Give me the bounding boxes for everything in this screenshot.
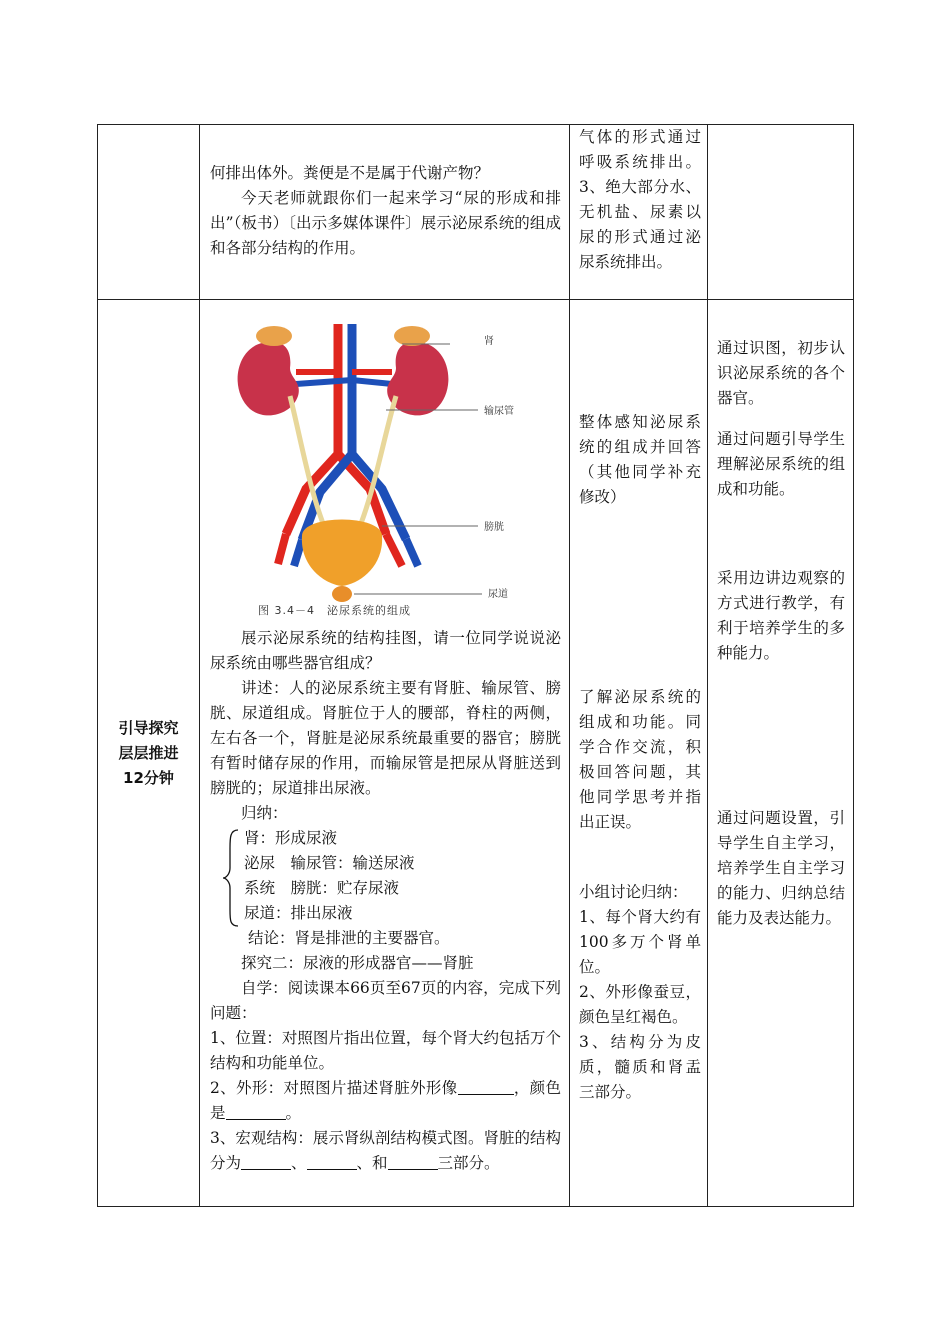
design-intent-cell-empty bbox=[708, 125, 854, 300]
summary-bladder: 膀胱：贮存尿液 bbox=[290, 879, 400, 897]
design-intent-cell bbox=[708, 300, 854, 1207]
summary-title: 归纳： bbox=[241, 804, 288, 822]
summary-ureter: 输尿管：输送尿液 bbox=[290, 854, 415, 872]
summary-conclusion: 结论：肾是排泄的主要器官。 bbox=[248, 929, 450, 947]
urinary-system-figure bbox=[206, 304, 556, 622]
student-activity-text: 气体的形式通过呼吸系统排出。3、绝大部分水、无机盐、尿素以尿的形式通过泌尿系统排出。 bbox=[579, 128, 701, 271]
student-activity-cell bbox=[570, 300, 708, 1207]
label-ureter: 输尿管 bbox=[484, 406, 514, 417]
question-2 bbox=[210, 1076, 561, 1126]
question-1: 1、位置：对照图片指出位置，每个肾大约包括万个结构和功能单位。 bbox=[210, 1029, 561, 1072]
urinary-system-diagram bbox=[206, 304, 556, 622]
summary-urethra: 尿道：排出尿液 bbox=[244, 904, 353, 922]
question-3 bbox=[210, 1126, 561, 1176]
summary-prefix-2: 系统 bbox=[244, 879, 276, 897]
stage-line-1: 引导探究 bbox=[118, 718, 179, 737]
label-urethra: 尿道 bbox=[488, 589, 508, 600]
design-intent-4: 通过问题设置，引导学生自主学习，培养学生自主学习的能力、归纳总结能力及表达能力。 bbox=[717, 809, 845, 927]
label-kidney: 肾 bbox=[484, 336, 494, 347]
student-discussion-1: 1、每个肾大约有100多万个肾单位。 bbox=[579, 908, 701, 976]
summary-prefix-1: 泌尿 bbox=[244, 854, 276, 872]
answer-blank bbox=[226, 1103, 286, 1120]
answer-blank bbox=[388, 1153, 438, 1170]
brace-icon bbox=[222, 828, 240, 928]
answer-blank bbox=[458, 1078, 514, 1095]
design-intent-1: 通过识图，初步认识泌尿系统的各个器官。 bbox=[717, 339, 845, 407]
label-bladder: 膀胱 bbox=[484, 522, 504, 533]
question-3-text-b: 、 bbox=[291, 1154, 307, 1172]
stage-cell-empty bbox=[98, 125, 200, 300]
student-discussion-title: 小组讨论归纳： bbox=[579, 883, 688, 901]
stage-line-3: 12分钟 bbox=[123, 768, 174, 787]
self-study-instruction: 自学：阅读课本66页至67页的内容，完成下列问题： bbox=[210, 979, 561, 1022]
teacher-activity-cell bbox=[200, 125, 570, 300]
question-2-text-c: 。 bbox=[285, 1104, 302, 1122]
answer-blank bbox=[241, 1153, 291, 1170]
question-3-text-c: 、和 bbox=[356, 1154, 388, 1172]
table-row bbox=[98, 125, 854, 300]
lesson-plan-table bbox=[97, 124, 854, 1207]
question-3-text-a: 3、宏观结构：展示肾纵剖结构模式图。肾脏的结构分为 bbox=[210, 1129, 561, 1172]
student-activity-cell bbox=[570, 125, 708, 300]
explore-two-heading: 探究二：尿液的形成器官——肾脏 bbox=[241, 954, 474, 972]
stage-cell bbox=[98, 300, 200, 1207]
student-discussion-2: 2、外形像蚕豆，颜色呈红褐色。 bbox=[579, 983, 701, 1026]
teacher-activity-cell bbox=[200, 300, 570, 1207]
design-intent-2: 通过问题引导学生理解泌尿系统的组成和功能。 bbox=[717, 430, 845, 498]
answer-blank bbox=[307, 1153, 357, 1170]
question-2-text-a: 2、外形：对照图片描述肾脏外形像 bbox=[210, 1079, 458, 1097]
para-lecture: 讲述：人的泌尿系统主要有肾脏、输尿管、膀胱、尿道组成。肾脏位于人的腰部，脊柱的两侧，左右各一个，肾脏是泌尿系统最重要的器官；膀胱有暂时储存尿的作用，而输尿管是把尿从肾脏送到膀胱的；尿道排出尿液。 bbox=[210, 679, 561, 797]
para-show-chart: 展示泌尿系统的结构挂图，请一位同学说说泌尿系统由哪些器官组成？ bbox=[210, 629, 561, 672]
table-row bbox=[98, 300, 854, 1207]
question-2-text-b: ，颜色是 bbox=[210, 1079, 561, 1122]
summary-block bbox=[244, 826, 561, 951]
figure-caption: 图 3.4－4 泌尿系统的组成 bbox=[258, 604, 411, 617]
intro-paragraph: 今天老师就跟你们一起来学习“尿的形成和排出”（板书）〔出示多媒体课件〕展示泌尿系统的组成和各部分结构的作用。 bbox=[210, 189, 561, 257]
student-discussion-3: 3、结构分为皮质，髓质和肾盂三部分。 bbox=[579, 1033, 701, 1101]
question-3-text-d: 三部分。 bbox=[437, 1154, 500, 1172]
stage-label bbox=[98, 300, 199, 1206]
student-activity-2: 了解泌尿系统的组成和功能。同学合作交流，积极回答问题，其他同学思考并指出正误。 bbox=[579, 688, 701, 831]
stage-line-2: 层层推进 bbox=[118, 743, 179, 762]
student-activity-1: 整体感知泌尿系统的组成并回答（其他同学补充修改） bbox=[579, 413, 701, 506]
intro-line: 何排出体外。粪便是不是属于代谢产物？ bbox=[210, 164, 490, 182]
summary-kidney: 肾：形成尿液 bbox=[244, 829, 338, 847]
design-intent-3: 采用边讲边观察的方式进行教学，有利于培养学生的多种能力。 bbox=[717, 569, 845, 662]
